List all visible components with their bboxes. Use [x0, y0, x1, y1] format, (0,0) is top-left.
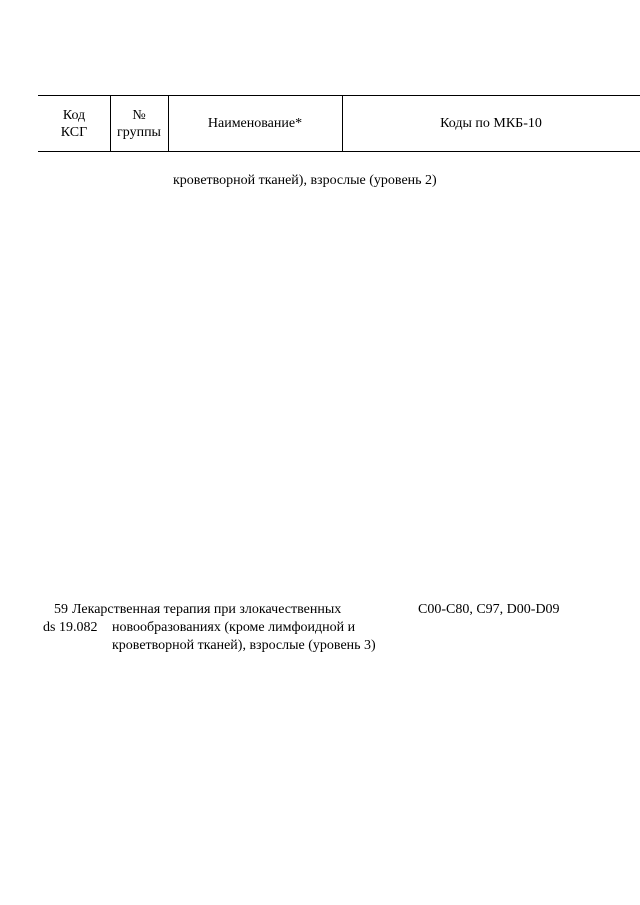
row-group-no: 59	[54, 602, 68, 617]
header-group-no	[110, 96, 168, 151]
header-code-ksg-line1: Код	[62, 107, 86, 123]
row-name-line2: новообразованиях (кроме лимфоидной и	[112, 620, 356, 635]
continuation-text: кроветворной тканей), взрослые (уровень 2)	[173, 173, 437, 188]
header-name-label: Наименование*	[207, 116, 303, 131]
table-header	[38, 95, 640, 152]
header-icd-codes-label: Коды по МКБ-10	[440, 116, 542, 131]
row-icd-codes: C00-C80, C97, D00-D09	[418, 602, 560, 617]
header-group-no-line2: группы	[117, 124, 161, 140]
row-code: ds 19.082	[43, 620, 98, 635]
header-group-no-line1: №	[132, 107, 146, 123]
header-code-ksg-line2: КСГ	[60, 124, 88, 140]
header-name	[168, 96, 342, 151]
header-icd-codes	[342, 96, 640, 151]
row-name-line3: кроветворной тканей), взрослые (уровень 3)	[112, 638, 376, 653]
row-name-line1: Лекарственная терапия при злокачественных	[72, 602, 342, 617]
header-code-ksg	[38, 96, 110, 151]
